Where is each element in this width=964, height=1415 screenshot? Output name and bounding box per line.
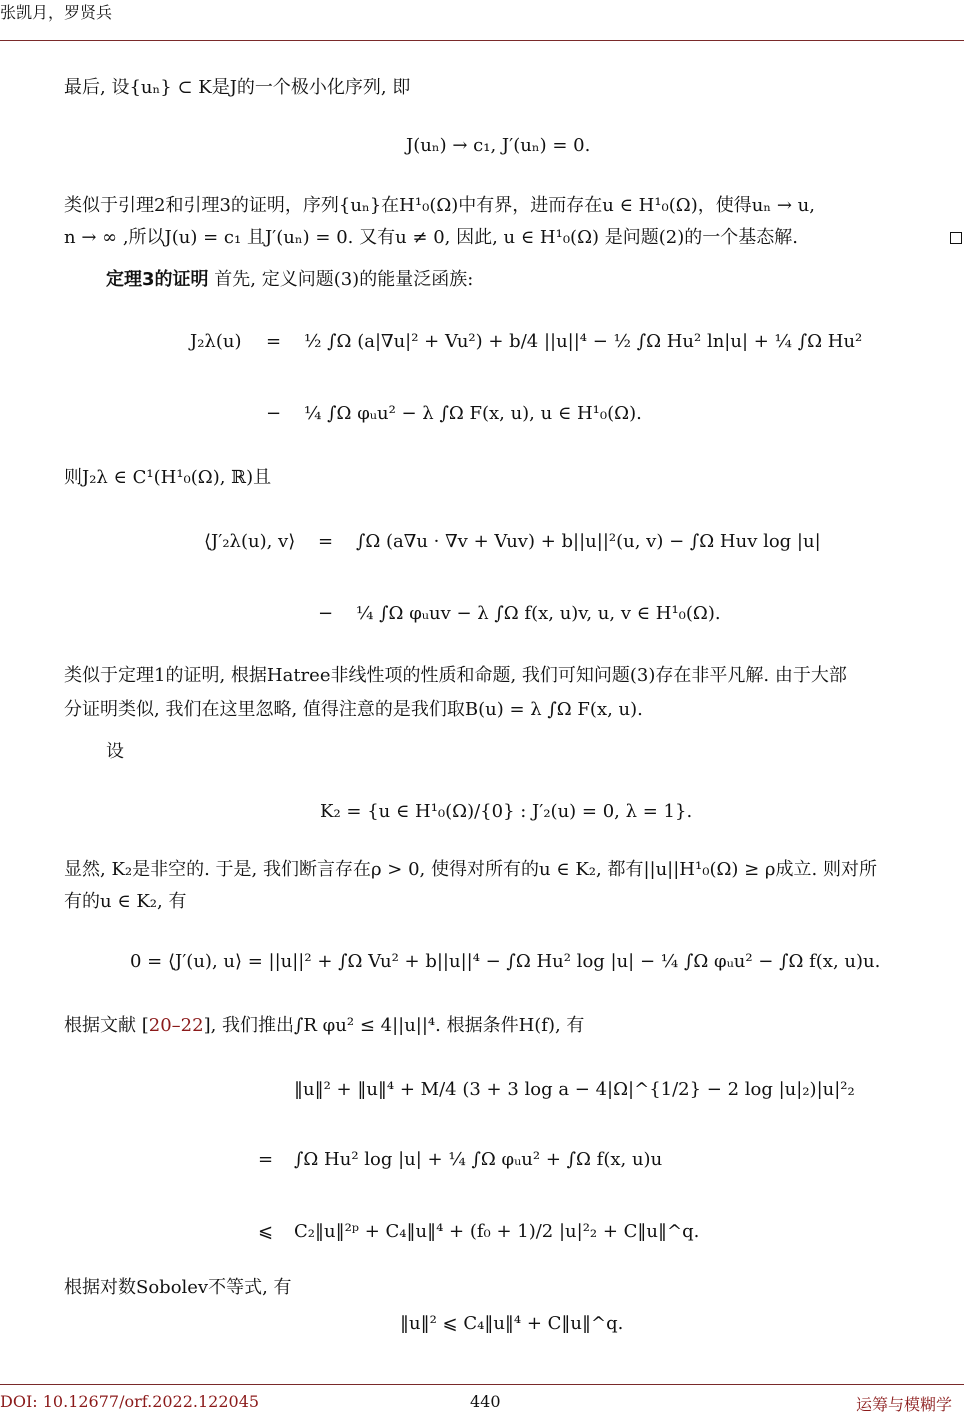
footer-rule <box>0 1384 964 1385</box>
equation-rel: − <box>266 403 282 424</box>
paragraph-line <box>64 1014 584 1038</box>
equation-rhs: ½ ∫Ω (a|∇u|² + Vu²) + b/4 ||u||⁴ − ½ ∫Ω Hu² ln|u| + ¼ ∫Ω Hu² <box>304 331 863 352</box>
theorem-title: 定理3的证明 <box>106 269 209 290</box>
equation-lhs: J₂λ(u) <box>190 331 242 352</box>
paragraph-line: 类似于定理1的证明, 根据Hatree非线性项的性质和命题, 我们可知问题(3)存在非平凡解. 由于大部 <box>64 665 847 686</box>
equation-line: ‖u‖² + ‖u‖⁴ + M/4 (3 + 3 log a − 4|Ω|^{1/2} − 2 log |u|₂)|u|²₂ <box>294 1079 855 1100</box>
equation-display: J(uₙ) → c₁, J′(uₙ) = 0. <box>406 135 591 156</box>
page-number: 440 <box>470 1392 501 1411</box>
running-header-authors: 张凯月，罗贤兵 <box>0 3 113 22</box>
equation-display: ‖u‖² ⩽ C₄‖u‖⁴ + C‖u‖^q. <box>400 1313 624 1334</box>
paragraph-line: 则J₂λ ∈ C¹(H¹₀(Ω), ℝ)且 <box>64 467 272 488</box>
theorem-intro: 首先, 定义问题(3)的能量泛函族: <box>214 269 474 290</box>
text-run: 根据文献 [ <box>64 1015 149 1036</box>
equation-rhs: ¼ ∫Ω φᵤu² − λ ∫Ω F(x, u), u ∈ H¹₀(Ω). <box>304 403 642 424</box>
text-run: ], 我们推出∫R φu² ≤ 4||u||⁴. 根据条件H(f), 有 <box>203 1015 585 1036</box>
citation-link[interactable]: 20–22 <box>148 1015 204 1036</box>
equation-line: C₂‖u‖²ᵖ + C₄‖u‖⁴ + (f₀ + 1)/2 |u|²₂ + C‖u‖^q. <box>294 1221 700 1242</box>
equation-rhs: ∫Ω (a∇u · ∇v + Vuv) + b||u||²(u, v) − ∫Ω Huv log |u| <box>356 531 821 552</box>
equation-rel: − <box>318 603 334 624</box>
paragraph-line: 设 <box>106 741 124 762</box>
paragraph-line: 有的u ∈ K₂, 有 <box>64 891 187 912</box>
equation-rel: = <box>266 331 282 352</box>
theorem-proof-heading <box>106 268 473 292</box>
paragraph-line: 根据对数Sobolev不等式, 有 <box>64 1277 292 1298</box>
equation-lhs: ⟨J′₂λ(u), v⟩ <box>204 531 296 552</box>
paragraph-line: n → ∞ ,所以J(u) = c₁ 且J′(uₙ) = 0. 又有u ≠ 0, 因此, u ∈ H¹₀(Ω) 是问题(2)的一个基态解. <box>64 227 798 248</box>
paragraph-line: 最后, 设{uₙ} ⊂ K是J的一个极小化序列, 即 <box>64 77 411 98</box>
journal-name: 运筹与模糊学 <box>856 1395 953 1414</box>
qed-box <box>950 232 962 244</box>
equation-rel: ⩽ <box>258 1221 274 1242</box>
equation-display: K₂ = {u ∈ H¹₀(Ω)/{0} : J′₂(u) = 0, λ = 1}. <box>320 801 693 822</box>
paragraph-line: 分证明类似, 我们在这里忽略, 值得注意的是我们取B(u) = λ ∫Ω F(x, u). <box>64 699 643 720</box>
paragraph-line: 类似于引理2和引理3的证明，序列{uₙ}在H¹₀(Ω)中有界，进而存在u ∈ H¹₀(Ω)，使得uₙ → u, <box>64 195 815 216</box>
equation-rhs: ¼ ∫Ω φᵤuv − λ ∫Ω f(x, u)v, u, v ∈ H¹₀(Ω). <box>356 603 721 624</box>
equation-rel: = <box>258 1149 274 1170</box>
doi-link[interactable]: DOI: 10.12677/orf.2022.122045 <box>0 1392 260 1411</box>
equation-line: ∫Ω Hu² log |u| + ¼ ∫Ω φᵤu² + ∫Ω f(x, u)u <box>294 1149 663 1170</box>
equation-display: 0 = ⟨J′(u), u⟩ = ||u||² + ∫Ω Vu² + b||u||⁴ − ∫Ω Hu² log |u| − ¼ ∫Ω φᵤu² − ∫Ω f(x, u)u. <box>130 951 881 972</box>
header-rule <box>0 40 964 41</box>
paragraph-line: 显然, K₂是非空的. 于是, 我们断言存在ρ > 0, 使得对所有的u ∈ K₂, 都有||u||H¹₀(Ω) ≥ ρ成立. 则对所 <box>64 859 877 880</box>
equation-rel: = <box>318 531 334 552</box>
